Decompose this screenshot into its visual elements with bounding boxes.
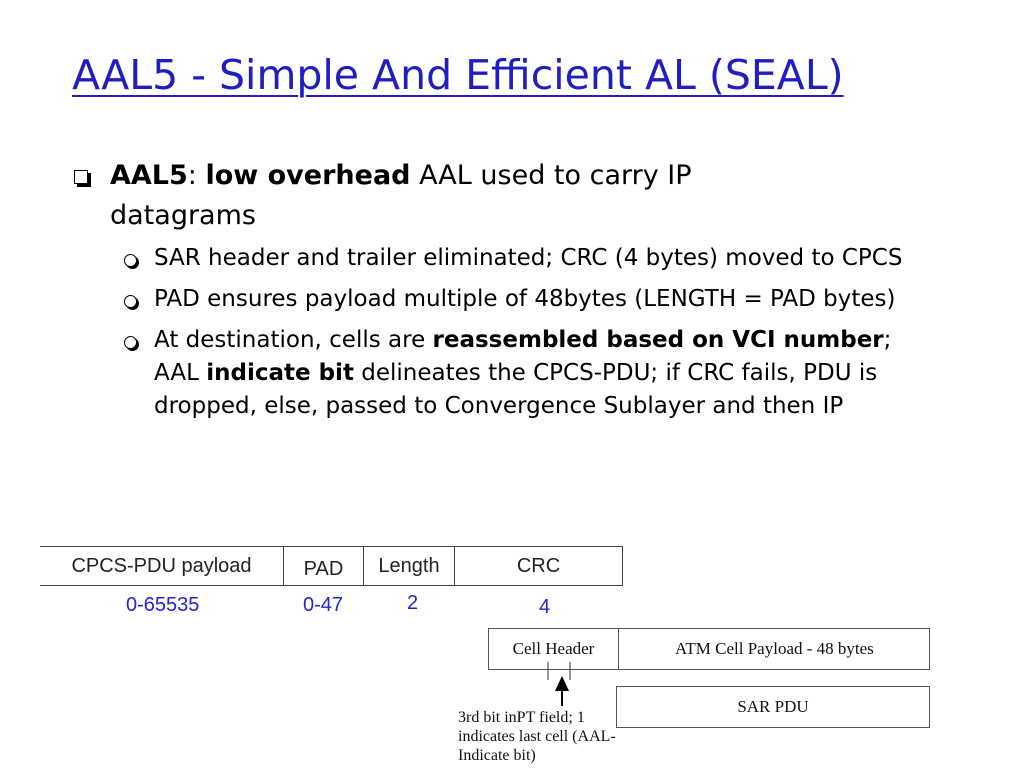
sub-bullet-sar: [154, 242, 924, 275]
bullet-emphasis: low overhead: [205, 160, 411, 191]
cell-header-box: Cell Header: [488, 628, 618, 670]
sub-bullet-pad: [154, 283, 924, 316]
bullet-aal5: [110, 156, 903, 423]
cpcs-pdu-frame: [40, 546, 623, 586]
size-payload: 0-65535: [126, 594, 200, 616]
up-arrow-icon: [555, 676, 569, 691]
slide-title: AAL5 - Simple And Efficient AL (SEAL): [72, 51, 844, 99]
field-payload: CPCS-PDU payload: [71, 554, 252, 577]
field-pad: PAD: [283, 547, 363, 585]
sub-bullet-text: At destination, cells are: [154, 327, 433, 353]
field-crc: CRC: [454, 547, 622, 585]
circle-bullet-icon: [124, 295, 137, 308]
sub-bullet-text: SAR header and trailer eliminated; CRC (4 bytes) moved to CPCS: [154, 245, 903, 271]
sub-bullet-bold: indicate bit: [206, 360, 354, 386]
sar-pdu-box: SAR PDU: [616, 686, 930, 728]
sub-bullet-destination: [154, 324, 924, 423]
bullet-term: AAL5: [110, 160, 188, 191]
size-length: 2: [407, 592, 419, 614]
bullet-colon: :: [187, 160, 206, 191]
sub-bullet-text: PAD ensures payload multiple of 48bytes (LENGTH = PAD bytes): [154, 286, 896, 312]
bullet-rest: AAL used to carry IP datagrams: [110, 160, 692, 231]
circle-bullet-icon: [124, 336, 137, 349]
circle-bullet-icon: [124, 254, 137, 267]
sub-bullet-text: ; AAL: [154, 327, 892, 386]
aal-indicate-callout: 3rd bit inPT field; 1 indicates last cell (AAL-Indicate bit): [458, 709, 616, 764]
square-bullet-icon: [74, 170, 88, 184]
cell-payload-box: ATM Cell Payload - 48 bytes: [618, 628, 930, 670]
field-length: Length: [363, 547, 454, 585]
sub-bullet-text: delineates the CPCS-PDU; if CRC fails, PDU is dropped, else, passed to Convergence Sublayer and then IP: [154, 360, 878, 419]
sub-bullet-bold: reassembled based on VCI number: [432, 327, 884, 353]
size-crc: 4: [539, 596, 551, 618]
bullet-list: [110, 156, 903, 431]
sub-bullet-list: [154, 242, 924, 423]
size-pad: 0-47: [303, 594, 344, 616]
